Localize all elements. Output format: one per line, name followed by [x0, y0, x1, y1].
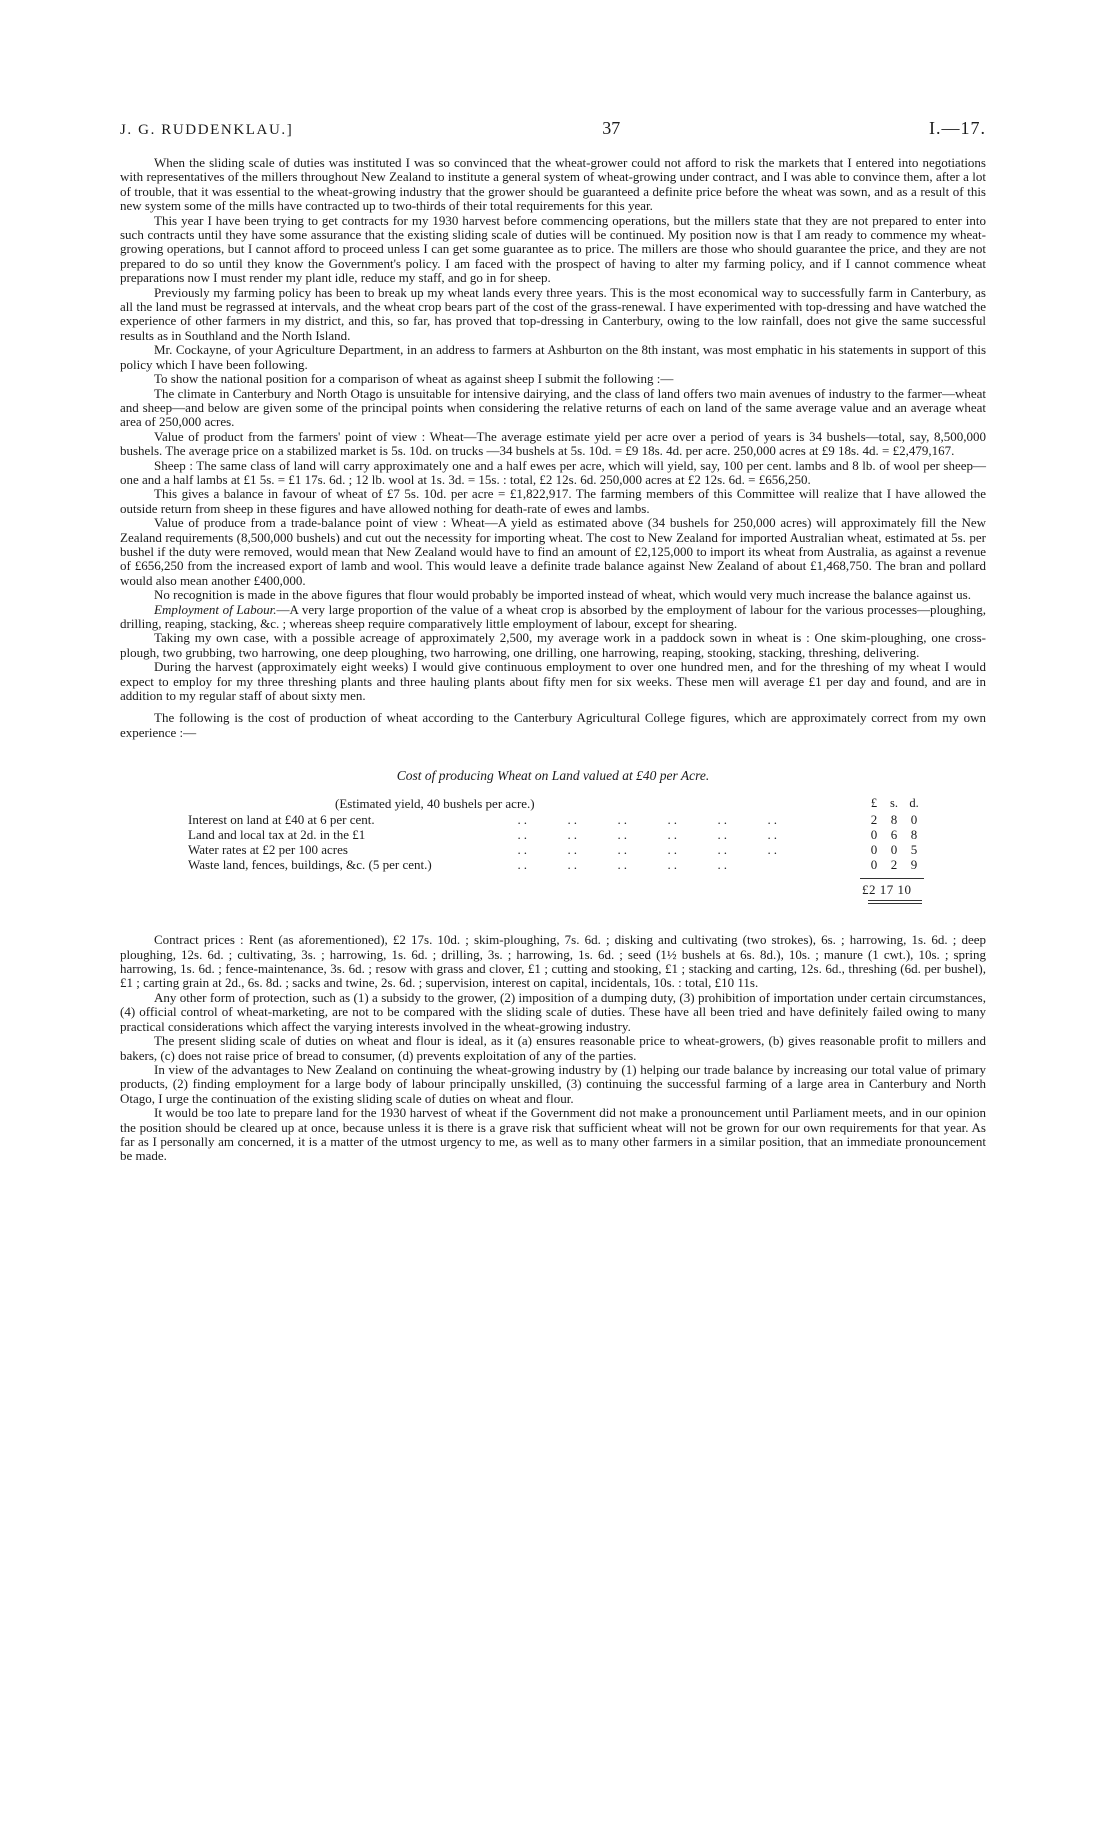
row-pounds: 0 — [870, 842, 878, 858]
employment-heading: Employment of Labour. — [154, 601, 277, 617]
cost-table — [120, 768, 986, 907]
row-pounds: 2 — [870, 812, 878, 828]
paragraph: Mr. Cockayne, of your Agriculture Department, in an address to farmers at Ashburton on the 8th instant, was most emphatic in his statements in support of this policy which I have been following. — [120, 342, 986, 372]
table-total-row — [120, 881, 986, 899]
paragraph: Any other form of protection, such as (1) a subsidy to the grower, (2) imposition of a dumping duty, (3) prohibition of importation under certain circumstances, (4) official control of wheat-marketing, are not to be compared with the sliding scale of duties. These have all been tried and have definitely failed owing to many practical considerations which affect the varying interests involved in the wheat-growing industry. — [120, 989, 986, 1034]
row-label: Land and local tax at 2d. in the £1 — [188, 827, 366, 843]
row-pence: 5 — [910, 842, 918, 858]
row-pounds: 0 — [870, 827, 878, 843]
paragraph: In view of the advantages to New Zealand on continuing the wheat-growing industry by (1) helping our trade balance by increasing our total value of primary products, (2) finding employment for a large body of labour principally unskilled, (3) continuing the successful farming of a large area in Canterbury and North Otago, I urge the continuation of the existing sliding scale of duties on wheat and flour. — [120, 1061, 986, 1106]
paragraph: Value of produce from a trade-balance point of view : Wheat—A yield as estimated above (34 bushels for 250,000 acres) will approximately fill the New Zealand requirements (8,500,000 bushels) and cut out the necessity for importing wheat. The cost to New Zealand for imported Australian wheat, estimated at 5s. per bushel if the duty were removed, would mean that New Zealand would have to find an amount of £2,125,000 to import its wheat from Australia, as against a revenue of £656,250 from the increased export of lamb and wool. This would leave a definite trade balance against New Zealand of about £1,468,750. The bran and pollard would also mean another £400,000. — [120, 515, 986, 588]
rule-line — [860, 878, 924, 879]
leader-dots: .. .. .. .. .. .. — [505, 812, 780, 828]
document-page — [120, 118, 986, 1164]
row-pence: 0 — [910, 812, 918, 828]
paragraph: Taking my own case, with a possible acreage of approximately 2,500, my average work in a paddock sown in wheat is : One skim-ploughing, one cross-plough, two grubbing, two harrowing, one deep ploughing, two harrowing, one drilling, one harrowing, reaping, stooking, stacking, threshing, delivering. — [120, 630, 986, 660]
header-author: J. G. RUDDENKLAU.] — [120, 122, 294, 138]
row-label: Waste land, fences, buildings, &c. (5 per cent.) — [188, 857, 432, 873]
row-pence: 9 — [910, 857, 918, 873]
leader-dots: .. .. .. .. .. .. — [505, 827, 780, 843]
paragraph: It would be too late to prepare land for the 1930 harvest of wheat if the Government did not make a pronouncement until Parliament meets, and in our opinion the position should be cleared up at once, because unless it is there is a grave risk that sufficient wheat will not be grown for our own requirements for that year. As far as I personally am concerned, it is a matter of the utmost urgency to me, as well as to many other farmers in a similar position, that an immediate pronouncement be made. — [120, 1105, 986, 1164]
paragraph: The following is the cost of production of wheat according to the Canterbury Agricultural College figures, which are approximately correct from my own experience :— — [120, 710, 986, 740]
table-subtitle-row — [120, 796, 986, 812]
paragraph: The present sliding scale of duties on wheat and flour is ideal, as it (a) ensures reasonable price to wheat-growers, (b) gives reasonable profit to millers and bakers, (c) does not raise price of bread to consumer, (d) prevents exploitation of any of the parties. — [120, 1033, 986, 1063]
paragraph: The climate in Canterbury and North Otago is unsuitable for intensive dairying, and the class of land offers two main avenues of industry to the farmer—wheat and sheep—and below are given some of the principal points when considering the relative returns of each on land of the same average value and an average wheat area of 250,000 acres. — [120, 385, 986, 430]
leader-dots: .. .. .. .. .. .. — [505, 842, 780, 858]
table-title: Cost of producing Wheat on Land valued at £40 per Acre. — [396, 768, 710, 784]
rule-line — [868, 900, 922, 901]
row-label: Interest on land at £40 at 6 per cent. — [188, 812, 375, 828]
row-pounds: 0 — [870, 857, 878, 873]
currency-pence-header: d. — [909, 796, 919, 811]
paragraph: Previously my farming policy has been to break up my wheat lands every three years. This is the most economical way to successfully farm in Canterbury, as all the land must be regrassed at intervals, and the wheat crop bears part of the cost of the grass-renewal. I have experimented with top-dressing and have watched the experience of other farmers in my district, and this, so far, has proved that top-dressing in Canterbury, owing to the low rainfall, does not give the same successful results as in Southland and the North Island. — [120, 284, 986, 343]
paragraph: This year I have been trying to get contracts for my 1930 harvest before commencing operations, but the millers state that they are not prepared to enter into such contracts until they have some assurance that the existing sliding scale of duties will be continued. My position now is that I am ready to commence my wheat-growing operations, but I cannot afford to proceed unless I can get some guarantee as to price. The millers are those who should guarantee the price, and they are not prepared to do so until they know the Government's policy. I am faced with the prospect of having to alter my farming policy, and if I cannot commence wheat preparations now I must render my plant idle, reduce my staff, and go in for sheep. — [120, 212, 986, 286]
document-reference: I.—17. — [929, 118, 986, 138]
row-shillings: 8 — [890, 812, 898, 828]
employment-text: —A very large proportion of the value of a wheat crop is absorbed by the employment of labour for the various processes—ploughing, drilling, reaping, stacking, &c. ; whereas sheep require comparatively little employment of labour, except for shearing. — [120, 601, 986, 631]
table-row — [120, 812, 986, 827]
row-shillings: 0 — [890, 842, 898, 858]
paragraph: No recognition is made in the above figures that flour would probably be imported instead of wheat, which would very much increase the balance against us. — [154, 587, 971, 603]
rule-line — [868, 903, 922, 904]
table-row — [120, 842, 986, 857]
row-label: Water rates at £2 per 100 acres — [188, 842, 348, 858]
page-header — [120, 118, 986, 146]
table-row — [120, 827, 986, 842]
row-shillings: 2 — [890, 857, 898, 873]
body-text-bottom — [120, 933, 986, 1164]
table-row — [120, 857, 986, 872]
body-text — [120, 156, 986, 740]
leader-dots: .. .. .. .. .. — [505, 857, 730, 873]
currency-pounds-header: £ — [870, 796, 878, 811]
paragraph: Contract prices : Rent (as aforementioned), £2 17s. 10d. ; skim-ploughing, 7s. 6d. ; disking and cultivating (two strokes), 6s. ; harrowing, 1s. 6d. ; deep ploughing, 12s. 6d. ; cultivating, 3s. ; harrowing, 1s. 6d. ; drilling, 3s. ; harrowing, 1s. 6d. ; seed (1½ bushels at 6s. 8d.), 10s. ; manure (1 cwt.), 10s. ; spring harrowing, 1s. 6d. ; fence-maintenance, 3s. 6d. ; resow with grass and clover, £1 ; cutting and stooking, £1 ; stacking and carting, 12s. 6d., threshing (6d. per bushel), £1 ; carting grain at 2d., 6s. 8d. ; sacks and twine, 2s. 6d. ; supervision, interest on capital, incidentals, 10s. : total, £10 11s. — [120, 932, 986, 991]
page-number: 37 — [602, 118, 621, 138]
double-rule — [120, 899, 986, 907]
paragraph: When the sliding scale of duties was instituted I was so convinced that the wheat-grower could not afford to risk the markets that I entered into negotiations with representatives of the millers throughout New Zealand to institute a general system of wheat-growing under contract, and I was able to convince them, after a lot of trouble, that it was essential to the wheat-growing industry that the grower should be guaranteed a definite price before the wheat was sown, and as a result of this new system some of the mills have contracted up to two-thirds of their total requirements for this year. — [120, 155, 986, 214]
table-total: £2 17 10 — [862, 882, 912, 898]
paragraph: Sheep : The same class of land will carry approximately one and a half ewes per acre, which will yield, say, 100 per cent. lambs and 8 lb. of wool per sheep—one and a half lambs at £1 5s. = £1 17s. 6d. ; 12 lb. wool at 1s. 3d. = 15s. : total, £2 12s. 6d. 250,000 acres at £2 12s. 6d. = £656,250. — [120, 457, 986, 487]
paragraph: To show the national position for a comparison of wheat as against sheep I submit the following :— — [154, 371, 674, 387]
paragraph: This gives a balance in favour of wheat of £7 5s. 10d. per acre = £1,822,917. The farming members of this Committee will realize that I have allowed the outside return from sheep in these figures and have allowed nothing for death-rate of ewes and lambs. — [120, 486, 986, 516]
row-shillings: 6 — [890, 827, 898, 843]
paragraph: During the harvest (approximately eight weeks) I would give continuous employment to over one hundred men, and for the threshing of my wheat I would expect to employ for my three threshing plants and three hauling plants about fifty men for six weeks. These men will average £1 per day and found, and are in addition to my regular staff of about sixty men. — [120, 659, 986, 704]
total-rule — [120, 872, 986, 881]
table-subtitle: (Estimated yield, 40 bushels per acre.) — [335, 796, 535, 812]
row-pence: 8 — [910, 827, 918, 843]
employment-paragraph — [120, 603, 986, 632]
paragraph: Value of product from the farmers' point of view : Wheat—The average estimate yield per acre over a period of years is 34 bushels—total, say, 8,500,000 bushels. The average price on a stabilized market is 5s. 10d. on trucks —34 bushels at 5s. 10d. = £9 18s. 4d. per acre. 250,000 acres at £9 18s. 4d. = £2,479,167. — [120, 428, 986, 459]
currency-shillings-header: s. — [890, 796, 898, 811]
